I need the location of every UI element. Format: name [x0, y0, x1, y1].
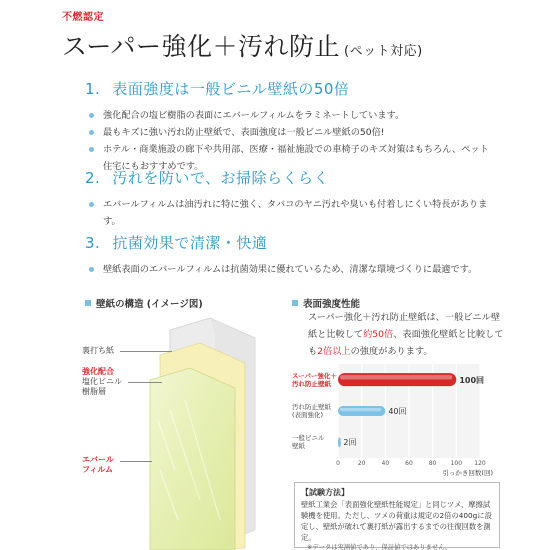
title-main: スーパー強化＋汚れ防止 — [62, 32, 341, 61]
x-tick-label: 20 — [357, 460, 366, 467]
x-tick-label: 40 — [381, 460, 390, 467]
x-tick-label: 60 — [405, 460, 413, 467]
bar-highlight — [340, 375, 452, 379]
leader-line — [120, 351, 172, 352]
bar-highlight — [340, 408, 381, 411]
leader-line — [128, 382, 162, 383]
bar-value-label: 2回 — [343, 438, 357, 448]
bullet-item: ホテル・商業施設の廊下や共用部、医療・福祉施設での車椅子のキズ対策はもちろん、ペット住宅にもおすすめです。 — [103, 141, 495, 175]
method-title: 【試験方法】 — [301, 488, 349, 497]
title-subtitle: (ペット対応) — [344, 44, 423, 59]
label-pvc — [82, 377, 122, 397]
bullet-item: 最もキズに強い汚れ防止壁紙で、表面強度は一般ビニル壁紙の50倍! — [103, 124, 495, 141]
structure-title: 壁紙の構造 (イメージ図) — [85, 296, 203, 310]
category-label-line: 一般ビニル — [292, 434, 325, 443]
bullet-item: 強化配合の塩ビ樹脂の表面にエバールフィルムをラミネートしています。 — [103, 107, 495, 124]
desc-highlight: 2倍以上 — [317, 346, 351, 357]
label-eval-film — [82, 455, 114, 475]
label-reinforced-layer — [82, 367, 114, 377]
label-backing-paper: 裏打ち紙 — [82, 346, 114, 355]
desc-highlight: 約50倍 — [363, 329, 394, 340]
bullet-item: エバールフィルムは油汚れに特に強く、タバコのヤニ汚れや臭いも付着しにくい特長があります。 — [103, 196, 495, 230]
method-note: ※データは実測値であり、保証値ではありません。 — [307, 544, 452, 550]
category-label — [292, 434, 325, 450]
leader-line — [120, 461, 152, 462]
x-axis-label: 引っかき回数(回) — [442, 469, 493, 477]
bar-highlight — [340, 439, 341, 442]
strength-bar-chart — [290, 360, 495, 480]
label-line: 強化配合 — [82, 367, 114, 376]
test-method-box — [294, 482, 500, 548]
section-title: 汚れを防いで、お掃除らくらく — [112, 169, 330, 187]
strength-description — [308, 309, 508, 360]
bar — [338, 373, 456, 386]
section-title: 表面強度は一般ビニル壁紙の50倍 — [112, 80, 350, 98]
fireproof-badge: 不燃認定 — [62, 12, 104, 23]
label-line: 塩化ビニル — [82, 377, 122, 386]
bullet-item: 壁紙表面のエバールフィルムは抗菌効果に優れているため、清潔な環境づくりに最適です。 — [103, 261, 495, 278]
section-number: 1. — [85, 80, 101, 98]
category-label-line: 汚れ防止壁紙 — [292, 403, 331, 411]
x-tick-label: 0 — [336, 460, 340, 467]
section-number: 2. — [85, 169, 101, 187]
bar-value-label: 100回 — [459, 375, 485, 385]
bar-value-label: 40回 — [388, 407, 407, 416]
category-label-line: (表面強化) — [292, 411, 324, 419]
label-line: エバール — [82, 455, 114, 464]
category-label — [292, 372, 337, 388]
x-tick-label: 120 — [474, 460, 486, 467]
strength-title: 表面強度性能 — [292, 296, 360, 310]
label-line: フィルム — [82, 465, 114, 474]
desc-text: 、表面強化壁紙と比較しても — [308, 329, 504, 357]
category-label-line: 汚れ防止壁紙 — [292, 379, 331, 388]
label-line: 樹脂層 — [82, 387, 106, 396]
eval-film-layer — [150, 368, 235, 550]
section-title: 抗菌効果で清潔・快適 — [112, 234, 268, 252]
section-number: 3. — [85, 234, 101, 252]
desc-text: スーパー強化＋汚れ防止壁紙は、一般ビニル壁紙と比較して — [308, 312, 501, 340]
category-label-line: 壁紙 — [292, 442, 305, 451]
x-tick-label: 100 — [450, 460, 463, 467]
category-label — [292, 403, 331, 419]
desc-text: の強度があります。 — [350, 346, 433, 357]
category-label-line: スーパー強化＋ — [292, 371, 337, 380]
x-tick-label: 80 — [428, 460, 437, 467]
method-body: 壁紙工業会「表面強化壁紙性能規定」と同じツメ、摩擦試験機を使用。ただし、ツメの荷重は規定の2倍の400gに設定し、壁紙が破れて裏打紙が露出するまでの往復回数を測定。 — [301, 500, 492, 542]
